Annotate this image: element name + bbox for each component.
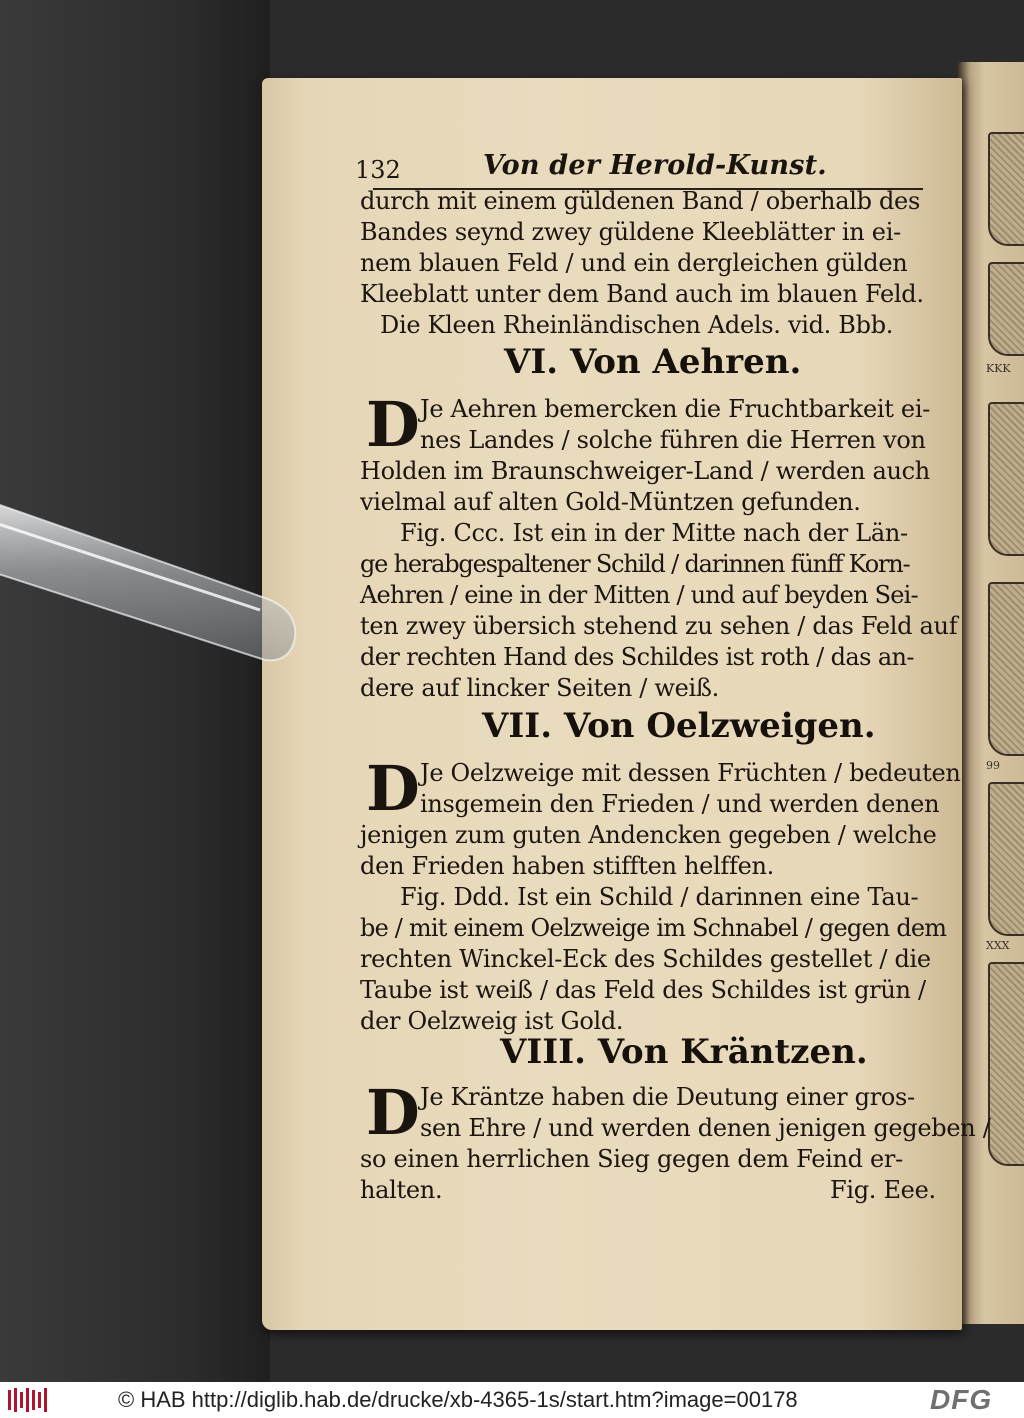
text-line: vielmal auf alten Gold-Müntzen gefunden. bbox=[360, 488, 861, 516]
coat-of-arms-5 bbox=[988, 782, 1024, 936]
page-number: 132 bbox=[355, 156, 401, 184]
section-heading: VIII. Von Kräntzen. bbox=[500, 1032, 868, 1072]
figure-reference: Fig. Eee. bbox=[830, 1176, 936, 1204]
text-line: Fig. Ccc. Ist ein in der Mitte nach der Län- bbox=[400, 519, 908, 547]
text-line: Holden im Braunschweiger-Land / werden auch bbox=[360, 457, 930, 485]
coat-of-arms-3 bbox=[988, 402, 1024, 556]
text-line: sen Ehre / und werden denen jenigen gegeben / bbox=[420, 1114, 991, 1142]
text-line: Je Aehren bemercken die Fruchtbarkeit ei- bbox=[420, 395, 931, 423]
facing-label-2: 99 bbox=[986, 759, 1000, 772]
text-line: Fig. Ddd. Ist ein Schild / darinnen eine Tau- bbox=[400, 883, 919, 911]
text-line: jenigen zum guten Andencken gegeben / welche bbox=[360, 821, 937, 849]
text-line: so einen herrlichen Sieg gegen dem Feind er- bbox=[360, 1145, 903, 1173]
text-line: ten zwey übersich stehend zu sehen / das Feld auf bbox=[360, 612, 958, 640]
text-line: be / mit einem Oelzweige im Schnabel / gegen dem bbox=[360, 914, 947, 942]
text-line: Aehren / eine in der Mitten / und auf beyden Sei- bbox=[360, 581, 918, 609]
text-line: nes Landes / solche führen die Herren von bbox=[420, 426, 926, 454]
text-line: ge herabgespaltener Schild / darinnen fünff Korn- bbox=[360, 550, 910, 578]
text-line: dere auf lincker Seiten / weiß. bbox=[360, 674, 719, 702]
text-line: Kleeblatt unter dem Band auch im blauen Feld. bbox=[360, 280, 924, 308]
facing-label-3: XXX bbox=[986, 939, 1010, 952]
copyright-link[interactable]: © HAB http://diglib.hab.de/drucke/xb-4365-1s/start.htm?image=00178 bbox=[118, 1387, 798, 1412]
hab-logo-icon bbox=[8, 1388, 50, 1412]
text-line: Je Oelzweige mit dessen Früchten / bedeuten bbox=[420, 759, 961, 787]
background-left bbox=[0, 0, 270, 1382]
text-line: halten. bbox=[360, 1176, 443, 1204]
coat-of-arms-4 bbox=[988, 582, 1024, 756]
text-line: Je Kräntze haben die Deutung einer gros- bbox=[420, 1083, 915, 1111]
text-line: Die Kleen Rheinländischen Adels. vid. Bbb. bbox=[380, 311, 894, 339]
text-line: der rechten Hand des Schildes ist roth / das an- bbox=[360, 643, 914, 671]
text-line: Bandes seynd zwey güldene Kleeblätter in ei- bbox=[360, 218, 901, 246]
running-head bbox=[355, 150, 925, 190]
text-line: nem blauen Feld / und ein dergleichen gülden bbox=[360, 249, 908, 277]
drop-cap: D bbox=[366, 1076, 420, 1149]
text-line: den Frieden haben stifften helffen. bbox=[360, 852, 774, 880]
text-line: insgemein den Frieden / und werden denen bbox=[420, 790, 940, 818]
coat-of-arms-2 bbox=[988, 262, 1024, 356]
drop-cap: D bbox=[366, 752, 420, 825]
footer-bar bbox=[0, 1382, 1024, 1418]
text-line: durch mit einem güldenen Band / oberhalb des bbox=[360, 187, 920, 215]
plastic-clamp bbox=[0, 488, 310, 678]
text-line: rechten Winckel-Eck des Schildes gestellet / die bbox=[360, 945, 931, 973]
coat-of-arms-6 bbox=[988, 962, 1024, 1166]
text-line: Taube ist weiß / das Feld des Schildes ist grün / bbox=[360, 976, 926, 1004]
text-line: der Oelzweig ist Gold. bbox=[360, 1007, 624, 1035]
coat-of-arms-1 bbox=[988, 132, 1024, 246]
section-heading: VII. Von Oelzweigen. bbox=[482, 706, 876, 746]
dfg-logo: DFG bbox=[930, 1384, 993, 1415]
section-heading: VI. Von Aehren. bbox=[504, 342, 802, 382]
running-title: Von der Herold-Kunst. bbox=[483, 150, 827, 181]
drop-cap: D bbox=[366, 388, 420, 461]
facing-label-1: KKK bbox=[986, 362, 1011, 375]
